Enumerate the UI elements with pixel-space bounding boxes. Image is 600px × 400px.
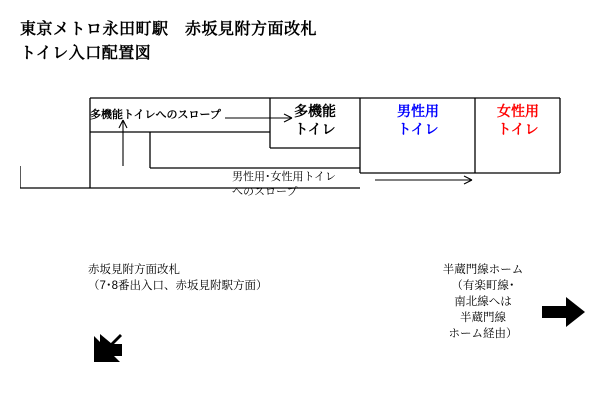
arrow-right-icon <box>542 296 586 328</box>
slope-label-mens-womens-line1: 男性用･女性用トイレ <box>232 171 336 183</box>
room-label-mens-toilet <box>364 102 472 138</box>
slope-label-mens-womens-line2: へのスロープ <box>232 186 298 198</box>
room-label-mens-toilet-line2: トイレ <box>397 121 439 137</box>
room-label-womens-toilet-line2: トイレ <box>497 121 539 137</box>
title-line-2: トイレ入口配置図 <box>20 45 152 62</box>
callout-hanzomon-platform-line4: 半蔵門線 <box>460 312 506 324</box>
callout-ticket-gate-line2: （7･8番出入口、赤坂見附駅方面） <box>88 280 268 292</box>
room-label-multi-purpose-toilet <box>272 102 358 138</box>
room-label-multi-purpose-toilet-line1: 多機能 <box>294 103 336 119</box>
callout-hanzomon-platform <box>408 262 558 342</box>
callout-hanzomon-platform-line2: （有楽町線･ <box>451 280 515 292</box>
room-label-mens-toilet-line1: 男性用 <box>397 103 439 119</box>
arrow-down-left-icon <box>90 320 136 366</box>
slope-label-mens-womens <box>232 170 336 200</box>
room-label-womens-toilet <box>478 102 558 138</box>
callout-hanzomon-platform-line3: 南北線へは <box>454 296 512 308</box>
callout-ticket-gate <box>88 262 338 294</box>
callout-ticket-gate-line1: 赤坂見附方面改札 <box>88 264 180 276</box>
callout-hanzomon-platform-line1: 半蔵門線ホーム <box>442 264 524 276</box>
room-label-womens-toilet-line1: 女性用 <box>497 103 539 119</box>
room-label-multi-purpose-toilet-line2: トイレ <box>294 121 336 137</box>
slope-label-multi-purpose: 多機能トイレへのスロープ <box>90 109 221 121</box>
title-line-1: 東京メトロ永田町駅 赤坂見附方面改札 <box>20 21 318 38</box>
page-title <box>20 18 540 66</box>
callout-hanzomon-platform-line5: ホーム経由） <box>448 328 518 340</box>
floor-plan <box>20 88 580 218</box>
